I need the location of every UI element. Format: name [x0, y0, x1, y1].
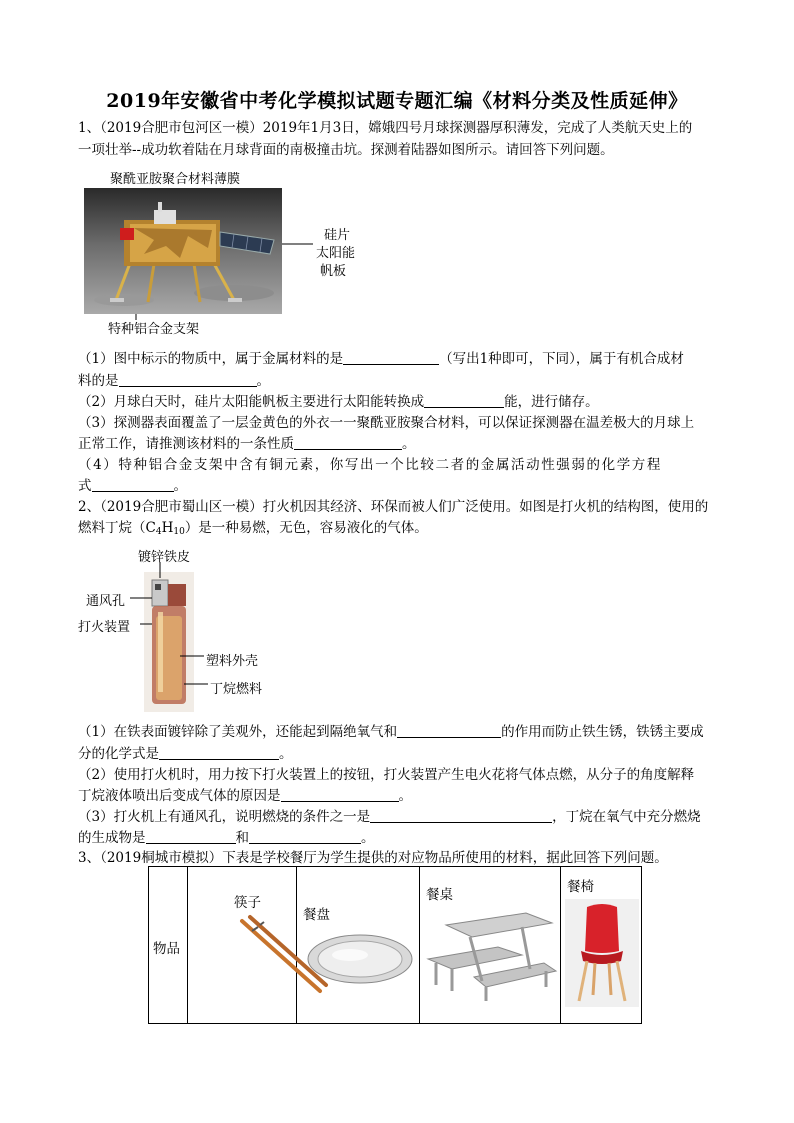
- q2-sub3-answer-blank-2[interactable]: [146, 828, 236, 844]
- item-label-chair: 餐椅: [567, 879, 594, 895]
- q2-sub1-text-b: 的作用而防止铁生锈，铁锈主要成: [501, 724, 704, 740]
- q2-sub2-text-c: 。: [398, 788, 412, 804]
- page-title: 2019年安徽省中考化学模拟试题专题汇编《材料分类及性质延伸》: [106, 90, 688, 112]
- q1-stem-line2: 一项壮举--成功软着陆在月球背面的南极撞击坑。探测着陆器如图所示。请回答下列问题。: [78, 142, 614, 158]
- q2-label-shell: 塑料外壳: [206, 654, 259, 669]
- q2-label-igniter: 打火装置: [78, 620, 131, 635]
- q2-sub2-line2: [78, 785, 720, 807]
- q1-sub1-text-d: 。: [256, 373, 270, 389]
- q1-label-alloy: 特种铝合金支架: [108, 322, 200, 337]
- item-label-chopsticks: 筷子: [234, 895, 261, 911]
- q1-sub4-line1: （4）特种铝合金支架中含有铜元素，你写出一个比较二者的金属活动性强弱的化学方程: [78, 457, 662, 473]
- q2-label-zinc: 镀锌铁皮: [138, 550, 191, 565]
- q1-sub4-text-c: 。: [173, 478, 187, 494]
- q2-stem-text-b: H: [161, 520, 174, 536]
- q2-label-vent: 通风孔: [86, 594, 126, 609]
- q2-sub1-text-c: 分的化学式是: [78, 746, 159, 762]
- q2-sub3-answer-blank-1[interactable]: [370, 807, 552, 823]
- q3-stem: 3、（2019桐城市模拟）下表是学校餐厅为学生提供的对应物品所使用的材料，据此回答下列问题。: [78, 850, 668, 866]
- q2-sub1-line2: [78, 743, 720, 765]
- q3-items-table: [148, 866, 642, 1024]
- q2-stem-text-a: 燃料丁烷（C: [78, 520, 156, 536]
- item-cell-table: [420, 867, 561, 1024]
- item-cell-plate: [297, 867, 420, 1024]
- q2-sub2-answer-blank[interactable]: [281, 786, 399, 802]
- q2-sub3-answer-blank-3[interactable]: [249, 828, 361, 844]
- q2-sub3-line2: [78, 827, 720, 849]
- q1-label-panel: 帆板: [320, 264, 347, 279]
- q2-sub3-text-e: 。: [361, 830, 375, 846]
- q2-stem-text-c: ）是一种易燃，无色，容易液化的气体。: [184, 520, 428, 536]
- q2-sub1-answer-blank-1[interactable]: [397, 722, 501, 738]
- q1-sub1-text-a: （1）图中标示的物质中，属于金属材料的是: [78, 351, 344, 367]
- q2-formula-sub-10: 10: [173, 527, 185, 537]
- q1-sub3-line1: （3）探测器表面覆盖了一层金黄色的外衣一一聚酰亚胺聚合材料，可以保证探测器在温差极大的月球上: [78, 415, 695, 431]
- q2-sub3-text-a: （3）打火机上有通风孔，说明燃烧的条件之一是: [78, 809, 371, 825]
- q2-sub1-answer-blank-2[interactable]: [159, 744, 279, 760]
- chair-image: [565, 899, 639, 1007]
- table-row: [149, 867, 642, 1024]
- q1-label-solar: 太阳能: [316, 246, 356, 261]
- q1-sub2-text-b: 能，进行储存。: [504, 394, 599, 410]
- q2-sub2-text-b: 丁烷液体喷出后变成气体的原因是: [78, 788, 281, 804]
- q2-formula-sub-4: 4: [155, 527, 162, 537]
- q2-sub1-text-d: 。: [279, 746, 293, 762]
- item-cell-chopsticks: [188, 867, 297, 1024]
- row-header-items: 物品: [153, 941, 180, 957]
- q1-stem-line1: 1、（2019合肥市包河区一模）2019年1月3日，嫦娥四号月球探测器厚积薄发，完成了人类航天史上的: [78, 120, 693, 136]
- q2-sub1-text-a: （1）在铁表面镀锌除了美观外，还能起到隔绝氧气和: [78, 724, 398, 740]
- q2-sub3-text-b: ，丁烷在氧气中充分燃烧: [552, 809, 701, 825]
- q2-sub1-line1: [78, 721, 720, 743]
- item-cell-chair: [561, 867, 642, 1024]
- q2-sub3-text-d: 和: [235, 830, 249, 846]
- q1-sub1-text-c: 料的是: [78, 373, 119, 389]
- dining-table-image: [426, 907, 556, 1003]
- q2-label-fuel: 丁烷燃料: [210, 682, 263, 697]
- q1-sub3-text-b: 正常工作，请推测该材料的一条性质: [78, 436, 294, 452]
- item-label-table: 餐桌: [426, 887, 453, 903]
- q1-label-film: 聚酰亚胺聚合材料薄膜: [110, 172, 241, 187]
- q2-sub2-line1: （2）使用打火机时，用力按下打火装置上的按钮，打火装置产生电火花将气体点燃，从分子的角度解释: [78, 767, 695, 783]
- q1-sub3-text-c: 。: [402, 436, 416, 452]
- q1-sub1-text-b: （写出1种即可，下同），属于有机合成材: [439, 351, 684, 367]
- q1-sub4-text-b: 式: [78, 478, 92, 494]
- item-label-plate: 餐盘: [303, 907, 330, 923]
- q2-sub3-text-c: 的生成物是: [78, 830, 146, 846]
- q1-label-si: 硅片: [324, 228, 351, 243]
- plate-image: [305, 929, 415, 989]
- q2-stem-line1: 2、（2019合肥市蜀山区一模）打火机因其经济、环保而被人们广泛使用。如图是打火机的结构图，使用的: [78, 499, 709, 515]
- q2-sub3-line1: [78, 806, 720, 828]
- table-header-cell: [149, 867, 188, 1024]
- q1-sub2-text-a: （2）月球白天时，硅片太阳能帆板主要进行太阳能转换成: [78, 394, 425, 410]
